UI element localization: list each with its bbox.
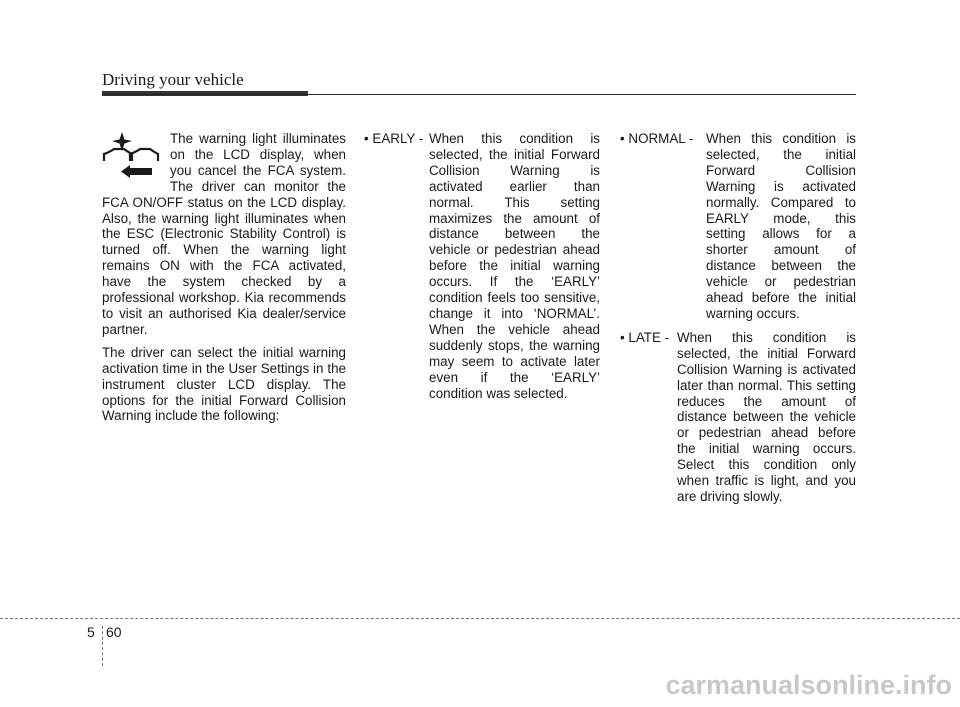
header-rule <box>102 94 856 95</box>
page-header-title: Driving your vehicle <box>102 70 244 89</box>
option-normal <box>620 131 856 322</box>
fca-warning-icon <box>102 131 160 179</box>
page-number: 60 <box>106 624 122 640</box>
warning-timing-paragraph: The driver can select the initial warning activation time in the User Settings in the instrument cluster LCD display. The options for the initial Forward Collision Warning include the following: <box>102 344 346 424</box>
option-early-text: When this condition is selected, the initial Forward Collision Warning is activated earlier than normal. This setting maximizes the amount of distance between the vehicle or pedestrian ahead before the initial warning occurs. If the ‘EARLY’ condition feels too sensitive, change it into ‘NORMAL’. When the vehicle ahead suddenly stops, the warning may seem to activate later even if the ‘EARLY’ condition was selected. <box>429 131 600 401</box>
column-3 <box>620 131 856 513</box>
option-early-label: • EARLY - <box>364 131 424 146</box>
footer-rule <box>0 618 960 619</box>
option-late-text: When this condition is selected, the initial Forward Collision Warning is activated later than normal. This setting reduces the amount of distance between the vehicle or pedestrian ahead before the initial warning occurs. Select this condition only when traffic is light, and you are driving slowly. <box>677 329 856 504</box>
option-early <box>364 131 600 401</box>
watermark: carmanualsonline.info <box>665 670 952 700</box>
footer-divider <box>102 626 103 666</box>
fca-status-paragraph: The warning light illuminates on the LCD display, when you cancel the FCA system. The driver can monitor the FCA ON/OFF status on the LCD display. Also, the warning light illuminates when the ESC (Electronic Stability Control) is turned off. When the warning light remains ON with the FCA activated, have the system checked by a professional workshop. Kia recommends to visit an authorised Kia dealer/service partner. <box>102 131 346 337</box>
option-normal-text: When this condition is selected, the initial Forward Collision Warning is activated normally. Compared to EARLY mode, this setting allows for a shorter amount of distance between the vehicle or pedestrian ahead before the initial warning occurs. <box>706 131 856 321</box>
column-1 <box>102 131 346 431</box>
option-normal-label: • NORMAL - <box>620 131 694 146</box>
option-late <box>620 330 856 505</box>
section-number: 5 <box>87 624 95 640</box>
column-2 <box>364 131 600 409</box>
option-late-label: • LATE - <box>620 329 670 345</box>
